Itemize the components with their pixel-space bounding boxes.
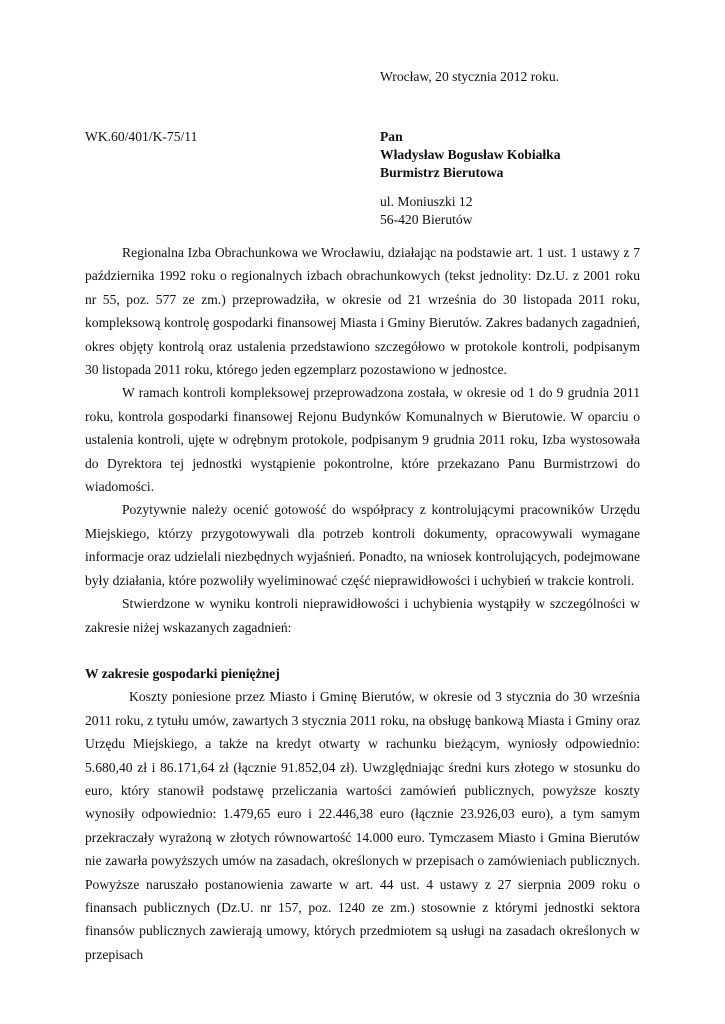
- recipient-block: [380, 128, 561, 229]
- section-heading: W zakresie gospodarki pieniężnej: [85, 665, 280, 681]
- reference-number: WK.60/401/K-75/11: [85, 129, 198, 144]
- recipient-salutation: Pan: [380, 129, 403, 144]
- letter-body: [85, 241, 640, 966]
- recipient-street: ul. Moniuszki 12: [380, 194, 473, 209]
- paragraph-cooperation: Pozytywnie należy ocenić gotowość do współpracy z kontrolującymi pracowników Urzędu Miejskiego, którzy przygotowywali dla potrzeb kontroli dokumenty, opracowywali wymagane informacje oraz udzielali niezbędnych wyjaśnień. Ponadto, na wniosek kontrolujących, podejmowane były działania, które pozwoliły wyeliminować część nieprawidłowości i uchybień w trakcie kontroli.: [85, 502, 640, 588]
- paragraph-rbk-control: W ramach kontroli kompleksowej przeprowadzona została, w okresie od 1 do 9 grudnia 2011 roku, kontrola gospodarki finansowej Rejonu Budynków Komunalnych w Bierutowie. W oparciu o ustalenia kontroli, ujęte w odrębnym protokole, podpisanym 9 grudnia 2011 roku, Izba wystosowała do Dyrektora tej jednostki wystąpienie pokontrolne, które przekazano Panu Burmistrzowi do wiadomości.: [85, 385, 640, 495]
- recipient-city: 56-420 Bierutów: [380, 212, 473, 227]
- paragraph-cash-management: Koszty poniesione przez Miasto i Gminę Bierutów, w okresie od 3 stycznia do 30 września 2011 roku, z tytułu umów, zawartych 3 stycznia 2011 roku, na obsługę bankową Miasta i Gminy oraz Urzędu Miejskiego, a także na kredyt otwarty w rachunku bieżącym, wyniosły odpowiednio: 5.680,40 zł i 86.171,64 zł (łącznie 91.852,04 zł). Uwzględniając średni kurs złotego w stosunku do euro, który stanowił podstawę przeliczania wartości zamówień publicznych, powyższe koszty wynosiły odpowiednio: 1.479,65 euro i 22.446,38 euro (łącznie 23.926,03 euro), a tym samym przekraczały wyrażoną w złotych równowartość 14.000 euro. Tymczasem Miasto i Gmina Bierutów nie zawarła powyższych umów na zasadach, określonych w przepisach o zamówieniach publicznych. Powyższe naruszało postanowienia zawarte w art. 44 ust. 4 ustawy z 27 sierpnia 2009 roku o finansach publicznych (Dz.U. nr 157, poz. 1240 ze zm.) stosownie z którymi jednostki sektora finansów publicznych zawierają umowy, których przedmiotem są usługi na zasadach określonych w przepisach: [85, 689, 640, 962]
- paragraph-intro: Regionalna Izba Obrachunkowa we Wrocławiu, działając na podstawie art. 1 ust. 1 ustawy z 7 października 1992 roku o regionalnych izbach obrachunkowych (tekst jednolity: Dz.U. z 2001 roku nr 55, poz. 577 ze zm.) przeprowadziła, w okresie od 21 września do 30 listopada 2011 roku, kompleksową kontrolę gospodarki finansowej Miasta i Gminy Bierutów. Zakres badanych zagadnień, okres objęty kontrolą oraz ustalenia przedstawiono szczegółowo w protokole kontroli, podpisanym 30 listopada 2011 roku, którego jeden egzemplarz pozostawiono w jednostce.: [85, 245, 640, 378]
- letter-date: Wrocław, 20 stycznia 2012 roku.: [380, 69, 560, 84]
- paragraph-findings-intro: Stwierdzone w wyniku kontroli nieprawidłowości i uchybienia wystąpiły w szczególności w zakresie niżej wskazanych zagadnień:: [85, 596, 640, 635]
- recipient-name: Władysław Bogusław Kobiałka: [380, 147, 561, 162]
- recipient-title: Burmistrz Bierutowa: [380, 165, 504, 180]
